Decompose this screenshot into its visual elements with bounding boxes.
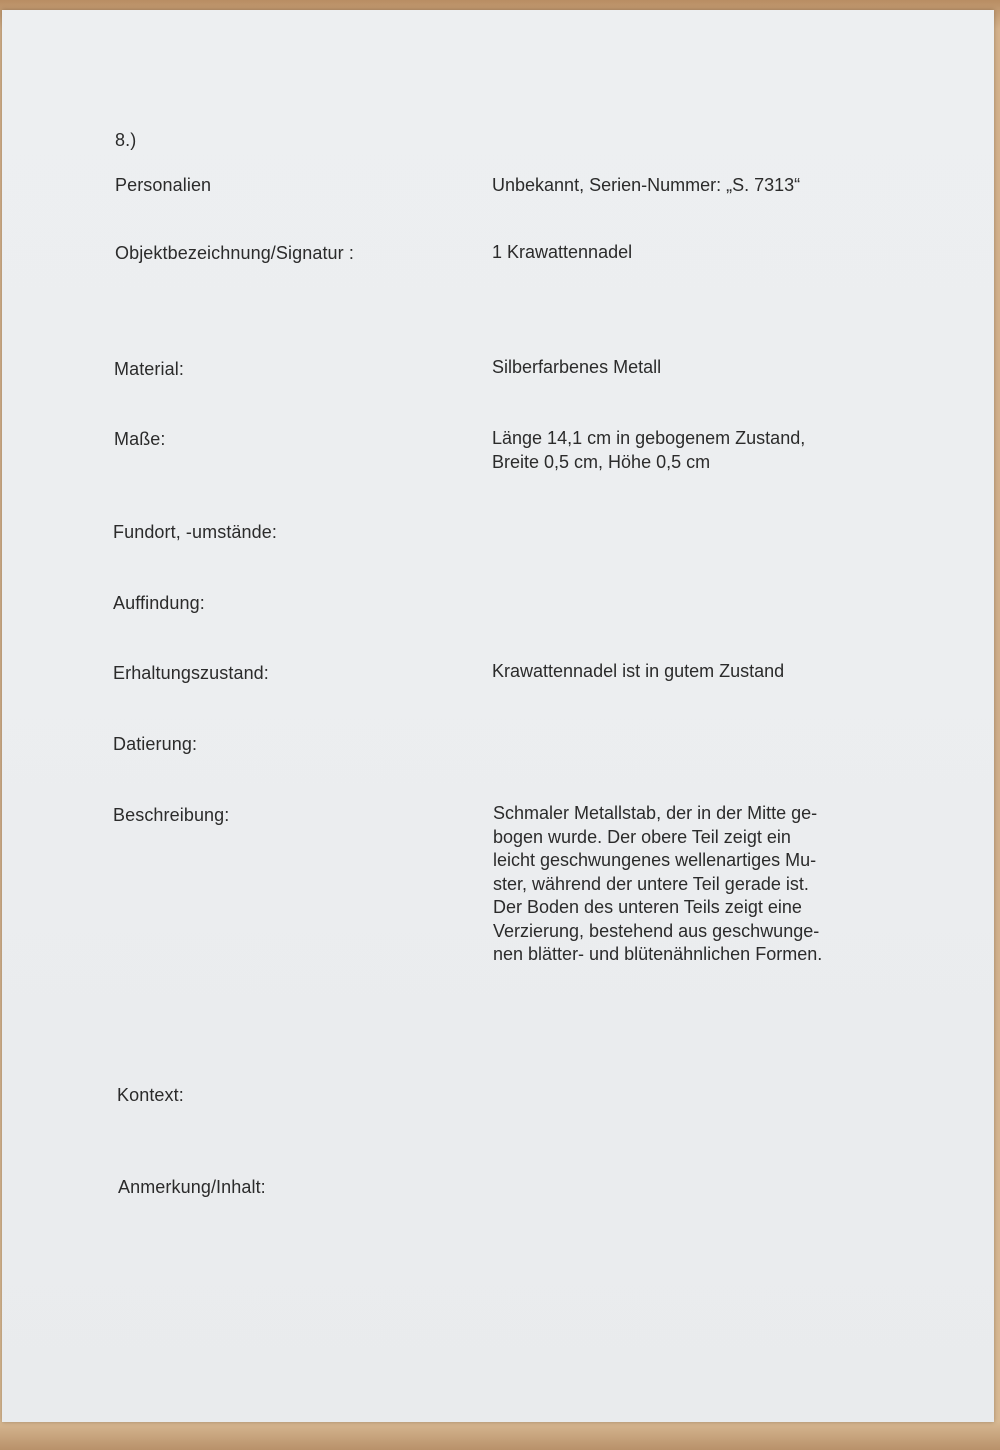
- value-line: Länge 14,1 cm in gebogenem Zustand,: [492, 428, 806, 448]
- value-line: Silberfarbenes Metall: [492, 357, 662, 377]
- label-personalien: Personalien: [115, 175, 212, 195]
- value-line: ster, während der untere Teil gerade ist.: [493, 873, 809, 894]
- label-auffindung: Auffindung:: [113, 593, 205, 613]
- label-beschreibung: Beschreibung:: [113, 805, 230, 825]
- document-sheet: [2, 10, 994, 1422]
- value-line: Krawattennadel ist in gutem Zustand: [492, 661, 785, 681]
- value-material: [492, 356, 661, 380]
- value-line: nen blätter- und blütenähnlichen Formen.: [493, 944, 823, 964]
- label-fundort: Fundort, -umstände:: [113, 522, 277, 542]
- value-line: leicht geschwungenes wellenartiges Mu-: [493, 850, 817, 870]
- label-anmerkung: Anmerkung/Inhalt:: [118, 1177, 266, 1197]
- value-objektbezeichnung: [492, 241, 632, 265]
- value-line: Schmaler Metallstab, der in der Mitte ge-: [493, 803, 818, 823]
- value-line: Unbekannt, Serien-Nummer: „S. 7313“: [492, 175, 801, 195]
- value-beschreibung: [493, 802, 822, 967]
- value-erhaltungszustand: [492, 660, 784, 684]
- value-line: Verzierung, bestehend aus geschwunge-: [493, 920, 820, 941]
- label-masse: Maße:: [114, 429, 166, 449]
- label-erhaltungszustand: Erhaltungszustand:: [113, 663, 269, 683]
- label-kontext: Kontext:: [117, 1085, 184, 1105]
- label-objektbezeichnung: Objektbezeichnung/Signatur :: [115, 243, 354, 263]
- value-line: Breite 0,5 cm, Höhe 0,5 cm: [492, 451, 711, 472]
- value-line: bogen wurde. Der obere Teil zeigt ein: [493, 826, 791, 847]
- label-datierung: Datierung:: [113, 734, 198, 754]
- value-line: 1 Krawattennadel: [492, 242, 633, 262]
- entry-number: 8.): [115, 130, 137, 150]
- value-line: Der Boden des unteren Teils zeigt eine: [493, 897, 802, 917]
- value-personalien: [492, 174, 800, 198]
- value-masse: [492, 427, 805, 474]
- label-material: Material:: [114, 359, 184, 379]
